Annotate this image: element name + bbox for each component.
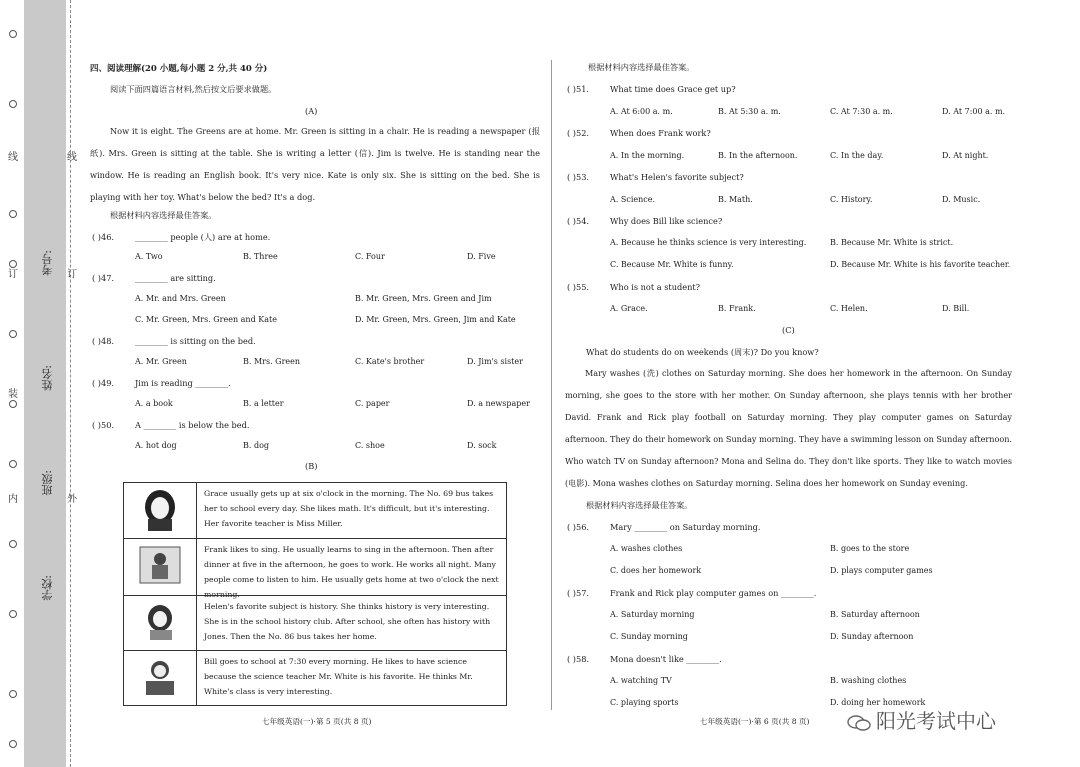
instruction: 阅读下面四篇语言材料,然后按文后要求做题。 bbox=[110, 84, 277, 94]
passage-b-table bbox=[123, 482, 507, 706]
option[interactable]: D. a newspaper bbox=[467, 399, 530, 408]
girl-reading-icon bbox=[138, 600, 182, 644]
option[interactable]: A. washes clothes bbox=[610, 544, 683, 553]
watermark bbox=[846, 705, 996, 734]
question-stem: ________ is sitting on the bed. bbox=[135, 336, 256, 346]
option[interactable]: A. Because he thinks science is very interesting. bbox=[610, 238, 807, 247]
binding-cut-line bbox=[70, 0, 72, 767]
table-text: Helen's favorite subject is history. She thinks history is very interesting. She is in the school history club. After school, she often has history with Jones. Then the No. 86 bus takes her home. bbox=[204, 602, 491, 641]
column-divider bbox=[551, 60, 552, 710]
option[interactable]: C. History. bbox=[830, 195, 873, 204]
question-number: ( )52. bbox=[567, 128, 590, 138]
option[interactable]: D. Music. bbox=[942, 195, 981, 204]
option[interactable]: A. Science. bbox=[610, 195, 656, 204]
option[interactable]: C. paper bbox=[355, 399, 390, 408]
wechat-icon bbox=[846, 713, 872, 733]
option[interactable]: A. a book bbox=[135, 399, 173, 408]
passage-a-label: (A) bbox=[305, 106, 318, 116]
question-number: ( )53. bbox=[567, 172, 590, 182]
option[interactable]: C. Kate's brother bbox=[355, 357, 425, 366]
option[interactable]: B. goes to the store bbox=[830, 544, 910, 553]
class-label: 班级: bbox=[41, 470, 54, 496]
option[interactable]: C. Sunday morning bbox=[610, 632, 688, 641]
question-number: ( )48. bbox=[92, 336, 115, 346]
table-text: Bill goes to school at 7:30 every morning. He likes to have science because the science teacher Mr. White is his favorite. He thinks Mr. White's class is very interesting. bbox=[204, 657, 473, 696]
cut-mark: 线 bbox=[8, 152, 18, 163]
passage-c-prompt: 根据材料内容选择最佳答案。 bbox=[586, 500, 693, 510]
option[interactable]: D. Because Mr. White is his favorite teacher. bbox=[830, 260, 1011, 269]
option[interactable]: C. At 7:30 a. m. bbox=[830, 107, 893, 116]
option[interactable]: D. Five bbox=[467, 252, 496, 261]
exam-number-label: 考号: bbox=[41, 250, 54, 276]
option[interactable]: D. sock bbox=[467, 441, 497, 450]
passage-c-intro: What do students do on weekends (周末)? Do you know? bbox=[586, 347, 819, 357]
option[interactable]: B. In the afternoon. bbox=[718, 151, 798, 160]
option[interactable]: A. In the morning. bbox=[610, 151, 685, 160]
option[interactable]: C. In the day. bbox=[830, 151, 884, 160]
question-stem: Mary ________ on Saturday morning. bbox=[610, 522, 761, 532]
option[interactable]: D. Sunday afternoon bbox=[830, 632, 914, 641]
cut-mark: 订 bbox=[67, 269, 77, 280]
option[interactable]: A. watching TV bbox=[610, 676, 672, 685]
option[interactable]: C. Four bbox=[355, 252, 385, 261]
table-picture-cell bbox=[124, 539, 197, 596]
option[interactable]: C. playing sports bbox=[610, 698, 679, 707]
option[interactable]: D. doing her homework bbox=[830, 698, 926, 707]
table-picture-cell bbox=[124, 651, 197, 706]
passage-a-prompt: 根据材料内容选择最佳答案。 bbox=[110, 210, 217, 220]
option[interactable]: D. At 7:00 a. m. bbox=[942, 107, 1006, 116]
option[interactable]: D. At night. bbox=[942, 151, 989, 160]
option[interactable]: A. Mr. Green bbox=[135, 357, 187, 366]
question-number: ( )55. bbox=[567, 282, 590, 292]
option[interactable]: D. Bill. bbox=[942, 304, 970, 313]
table-text: Frank likes to sing. He usually learns to sing in the afternoon. Then after dinner at five in the afternoon, he goes to work. He works all night. Many people come to listen to him. He usually gets home at two o'clock the next morning. bbox=[204, 545, 499, 599]
option[interactable]: D. Jim's sister bbox=[467, 357, 523, 366]
question-number: ( )58. bbox=[567, 654, 590, 664]
option[interactable]: A. Grace. bbox=[610, 304, 648, 313]
passage-b-prompt: 根据材料内容选择最佳答案。 bbox=[588, 62, 695, 72]
option[interactable]: A. Saturday morning bbox=[610, 610, 695, 619]
option[interactable]: C. Helen. bbox=[830, 304, 868, 313]
table-row bbox=[124, 650, 506, 706]
option[interactable]: B. washing clothes bbox=[830, 676, 907, 685]
option[interactable]: C. does her homework bbox=[610, 566, 702, 575]
table-row bbox=[124, 538, 506, 599]
option[interactable]: C. shoe bbox=[355, 441, 385, 450]
passage-c: Mary washes (洗) clothes on Saturday morning. She does her homework in the afternoon. On Sunday morning, she goes to the store with her mother. On Sunday afternoon, she plays tennis with her brother David. Frank and Rick play football on Saturday morning. They play computer games on Saturday afternoon. They do their homework on Sunday morning. They have a swimming lesson on Sunday afternoon. Who watch TV on Sunday afternoon? Mona and Selina do. They don't like sports. They like to watch movies (电影). Mona washes clothes on Saturday morning. Selina does her homework on Sunday evening. bbox=[565, 368, 1012, 488]
passage-b-label: (B) bbox=[305, 461, 318, 471]
option[interactable]: C. Mr. Green, Mrs. Green and Kate bbox=[135, 315, 277, 324]
option[interactable]: A. Two bbox=[135, 252, 163, 261]
cut-mark: 订 bbox=[8, 269, 18, 280]
passage-c-label: (C) bbox=[782, 325, 795, 335]
section-title: 四、阅读理解(20 小题,每小题 2 分,共 40 分) bbox=[90, 64, 268, 74]
question-number: ( )54. bbox=[567, 216, 590, 226]
question-stem: What time does Grace get up? bbox=[610, 84, 736, 94]
option[interactable]: B. Three bbox=[243, 252, 278, 261]
table-picture-cell bbox=[124, 483, 197, 538]
question-stem: Jim is reading ________. bbox=[135, 378, 231, 388]
table-picture-cell bbox=[124, 596, 197, 651]
question-stem: Frank and Rick play computer games on ________. bbox=[610, 588, 817, 598]
girl-portrait-icon bbox=[138, 487, 182, 531]
option[interactable]: C. Because Mr. White is funny. bbox=[610, 260, 734, 269]
question-stem: Who is not a student? bbox=[610, 282, 701, 292]
option[interactable]: B. Because Mr. White is strict. bbox=[830, 238, 954, 247]
option[interactable]: B. Math. bbox=[718, 195, 753, 204]
question-stem: A ________ is below the bed. bbox=[135, 420, 250, 430]
cut-mark: 装 bbox=[8, 389, 18, 400]
question-number: ( )49. bbox=[92, 378, 115, 388]
binding-holes bbox=[9, 0, 17, 767]
page-footer-left: 七年级英语(一)·第 5 页(共 8 页) bbox=[262, 717, 372, 726]
option[interactable]: B. a letter bbox=[243, 399, 284, 408]
option[interactable]: B. dog bbox=[243, 441, 270, 450]
option[interactable]: D. Mr. Green, Mrs. Green, Jim and Kate bbox=[355, 315, 516, 324]
option[interactable]: B. At 5:30 a. m. bbox=[718, 107, 781, 116]
question-number: ( )56. bbox=[567, 522, 590, 532]
question-stem: ________ people (人) are at home. bbox=[135, 232, 271, 242]
passage-a: Now it is eight. The Greens are at home. Mr. Green is sitting in a chair. He is reading a newspaper (报纸). Mrs. Green is sitting at the table. She is writing a letter (信). Jim is twelve. He is standing near the window. He is reading an English book. It's very nice. Kate is only six. She is sitting on the bed. She is playing with her toy. What's below the bed? It's a dog. bbox=[90, 126, 540, 202]
option[interactable]: B. Mrs. Green bbox=[243, 357, 301, 366]
option[interactable]: A. At 6:00 a. m. bbox=[610, 107, 673, 116]
singer-picture-icon bbox=[138, 543, 182, 587]
question-stem: What's Helen's favorite subject? bbox=[610, 172, 744, 182]
question-number: ( )47. bbox=[92, 273, 115, 283]
boy-studying-icon bbox=[138, 655, 182, 699]
name-label: 姓名: bbox=[41, 365, 54, 391]
cut-mark: 内 bbox=[8, 494, 18, 505]
question-stem: When does Frank work? bbox=[610, 128, 711, 138]
page-footer-right: 七年级英语(一)·第 6 页(共 8 页) bbox=[700, 717, 810, 726]
option[interactable]: A. hot dog bbox=[135, 441, 177, 450]
table-row bbox=[124, 483, 506, 538]
school-label: 学校: bbox=[41, 575, 54, 601]
question-stem: Mona doesn't like ________. bbox=[610, 654, 722, 664]
question-stem: Why does Bill like science? bbox=[610, 216, 723, 226]
question-stem: ________ are sitting. bbox=[135, 273, 216, 283]
option[interactable]: B. Frank. bbox=[718, 304, 756, 313]
watermark-text: 阳光考试中心 bbox=[876, 709, 996, 733]
option[interactable]: A. Mr. and Mrs. Green bbox=[135, 294, 226, 303]
cut-mark: 线 bbox=[67, 152, 77, 163]
table-row bbox=[124, 595, 506, 651]
cut-mark: 外 bbox=[67, 494, 77, 505]
question-number: ( )50. bbox=[92, 420, 115, 430]
question-number: ( )51. bbox=[567, 84, 590, 94]
table-text: Grace usually gets up at six o'clock in the morning. The No. 69 bus takes her to school every day. She likes math. It's difficult, but it's interesting. Her favorite teacher is Miss Miller. bbox=[204, 489, 494, 528]
option[interactable]: B. Mr. Green, Mrs. Green and Jim bbox=[355, 294, 492, 303]
option[interactable]: B. Saturday afternoon bbox=[830, 610, 920, 619]
option[interactable]: D. plays computer games bbox=[830, 566, 933, 575]
question-number: ( )46. bbox=[92, 232, 115, 242]
question-number: ( )57. bbox=[567, 588, 590, 598]
